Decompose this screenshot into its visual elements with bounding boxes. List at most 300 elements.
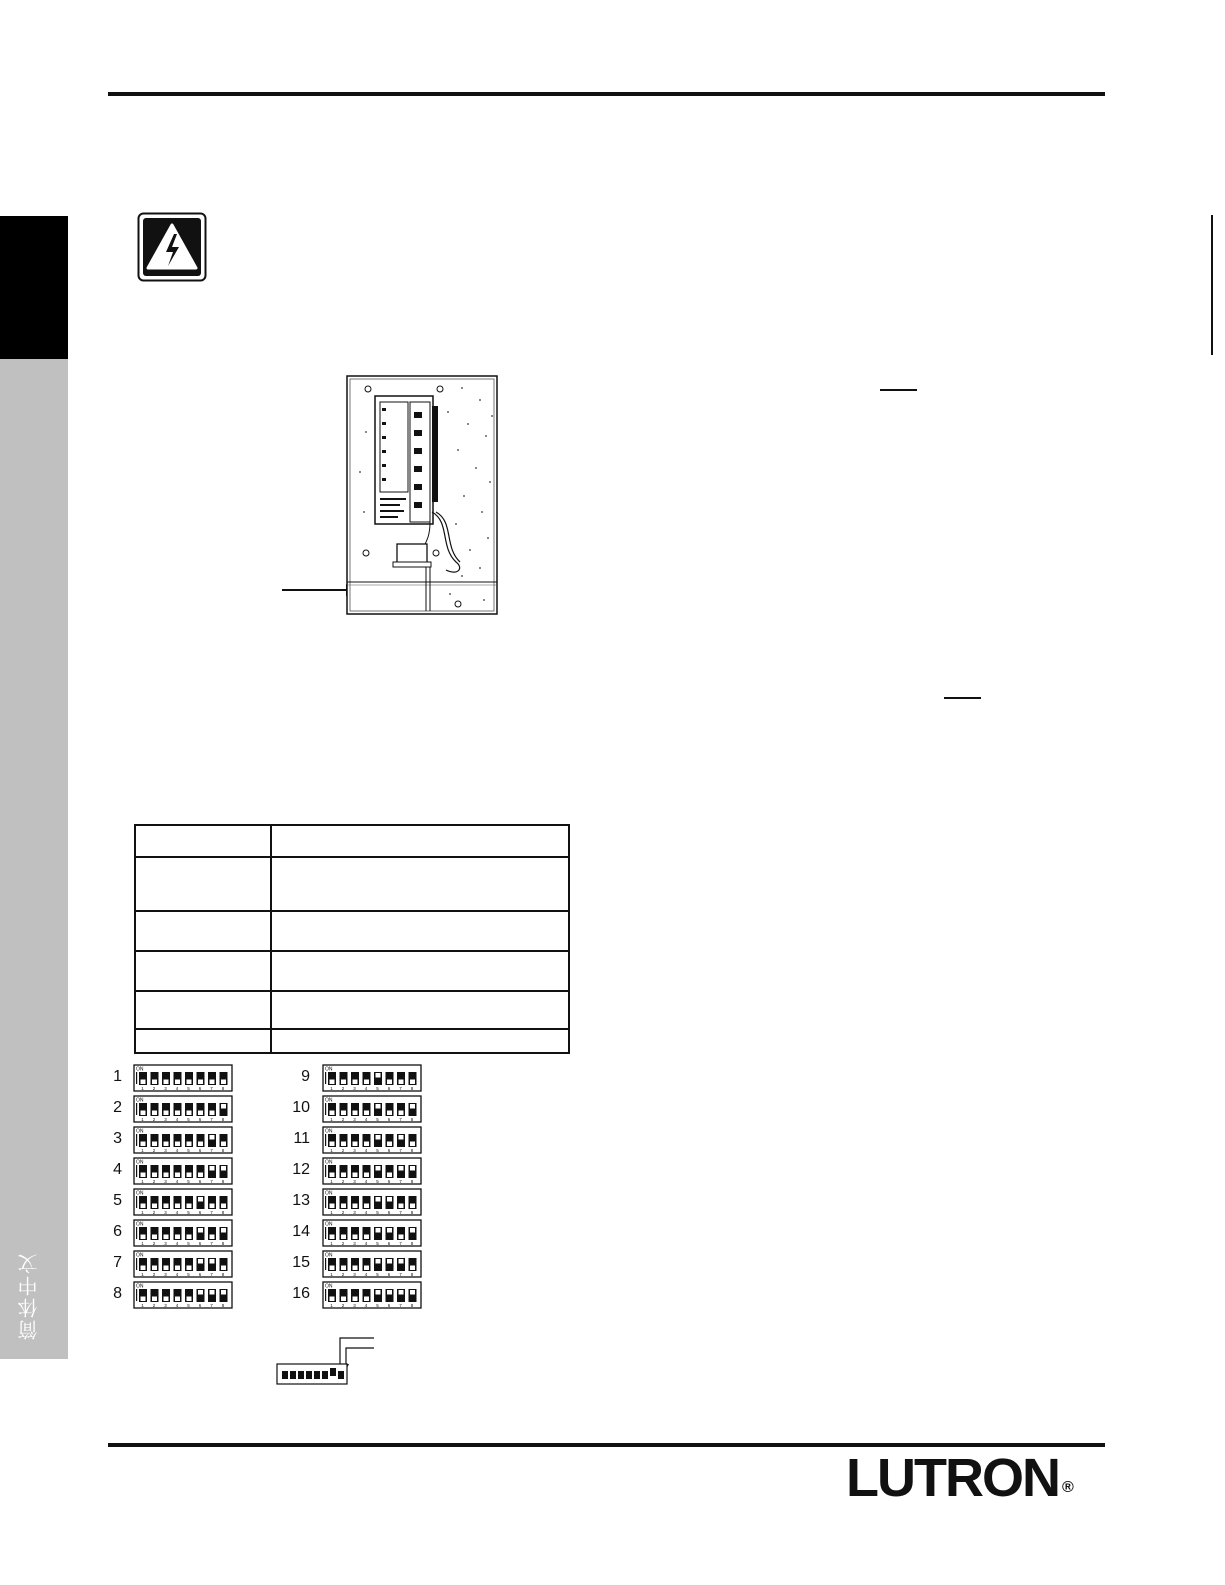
dip-on-label: ON <box>325 1190 333 1197</box>
dip-switch-number: 1 <box>330 1272 333 1277</box>
dip-switch-number: 2 <box>341 1272 345 1277</box>
dip-switch-number: 2 <box>341 1086 345 1091</box>
dip-switch-number: 3 <box>353 1179 356 1184</box>
dip-address-number: 6 <box>113 1223 122 1240</box>
dip-switch-number: 4 <box>364 1210 368 1215</box>
dip-switch-block <box>322 1188 422 1216</box>
dip-switch-off <box>210 1204 215 1209</box>
dip-switch-number: 4 <box>175 1148 179 1153</box>
dip-switch-on <box>387 1290 392 1295</box>
dip-address-number: 15 <box>292 1254 310 1271</box>
table-cell <box>135 991 271 1029</box>
dip-switch-number: 1 <box>141 1210 144 1215</box>
dip-switch-off <box>187 1266 192 1271</box>
dip-switch-number: 6 <box>387 1086 391 1091</box>
dip-switch-block <box>133 1250 233 1278</box>
dip-switch-off <box>330 1297 335 1302</box>
dip-switch-number: 5 <box>187 1148 190 1153</box>
dip-switch-number: 8 <box>221 1117 225 1122</box>
logo-wordmark: LUTRON <box>846 1448 1059 1508</box>
dip-switch-number: 1 <box>141 1179 144 1184</box>
dip-switch-on <box>376 1104 381 1109</box>
dip-switch-number: 3 <box>164 1148 167 1153</box>
dip-switch-number: 8 <box>221 1303 225 1308</box>
dip-on-label: ON <box>136 1097 144 1104</box>
dip-switch-block <box>133 1126 233 1154</box>
dip-switch-number: 7 <box>399 1241 402 1246</box>
dip-switch-off <box>341 1111 346 1116</box>
dip-switch-on <box>387 1259 392 1264</box>
dip-switch-block <box>133 1281 233 1309</box>
dip-switch-number: 7 <box>399 1210 402 1215</box>
dip-switch-off <box>175 1297 180 1302</box>
dip-switch-off <box>164 1297 169 1302</box>
dip-switch-on <box>198 1197 203 1202</box>
dip-switch-off <box>341 1142 346 1147</box>
dip-switch-off <box>164 1266 169 1271</box>
dip-switch-number: 6 <box>198 1117 202 1122</box>
dip-switch-number: 7 <box>399 1117 402 1122</box>
registered-mark: ® <box>1061 1479 1074 1496</box>
dip-switch-number: 2 <box>341 1117 345 1122</box>
dip-switch-off <box>399 1204 404 1209</box>
dip-switch-number: 7 <box>210 1272 213 1277</box>
dip-switch-off <box>387 1080 392 1085</box>
dip-switch-off <box>175 1080 180 1085</box>
dip-switch-off <box>152 1111 157 1116</box>
dip-switch-on <box>410 1166 415 1171</box>
dip-switch-off <box>330 1204 335 1209</box>
dip-switch-number: 1 <box>141 1241 144 1246</box>
dip-switch-off <box>152 1173 157 1178</box>
dip-switch-off <box>141 1297 146 1302</box>
table-cell <box>271 857 569 911</box>
table-cell <box>135 857 271 911</box>
dip-switch-off <box>387 1142 392 1147</box>
dip-switch-off <box>330 1173 335 1178</box>
table-cell <box>271 825 569 857</box>
dip-switch-number: 5 <box>187 1117 190 1122</box>
dip-switch-number: 7 <box>210 1117 213 1122</box>
dip-address-number: 16 <box>292 1285 310 1302</box>
dip-switch-off <box>353 1173 358 1178</box>
dip-switch-on <box>210 1166 215 1171</box>
dip-switch-number: 1 <box>330 1303 333 1308</box>
dip-switch-number: 1 <box>141 1148 144 1153</box>
dip-switch-off <box>141 1173 146 1178</box>
dip-switch-block <box>322 1126 422 1154</box>
dip-switch-number: 4 <box>364 1179 368 1184</box>
dip-switch-number: 8 <box>410 1303 414 1308</box>
dip-switch-number: 4 <box>175 1117 179 1122</box>
right-edge-mark <box>1211 215 1213 355</box>
dip-switch-number: 7 <box>210 1148 213 1153</box>
dip-address-number: 12 <box>292 1161 310 1178</box>
dip-switch-off <box>221 1080 226 1085</box>
dip-on-label: ON <box>325 1252 333 1259</box>
dip-switch-block <box>322 1250 422 1278</box>
dip-switch-off <box>175 1235 180 1240</box>
dip-switch-off <box>164 1142 169 1147</box>
dip-switch-number: 1 <box>141 1272 144 1277</box>
bottom-rule <box>108 1443 1105 1447</box>
dip-switch-off <box>187 1142 192 1147</box>
dip-switch-on <box>410 1104 415 1109</box>
dip-switch-off <box>175 1173 180 1178</box>
text-underline-2 <box>944 697 981 699</box>
dip-switch-number: 6 <box>387 1210 391 1215</box>
dip-switch-off <box>152 1080 157 1085</box>
dip-address-number: 9 <box>301 1068 310 1085</box>
table-cell <box>271 1029 569 1053</box>
table-row <box>135 1029 569 1053</box>
dip-switch-off <box>164 1235 169 1240</box>
dip-switch-number: 2 <box>341 1241 345 1246</box>
dip-switch-number: 4 <box>175 1303 179 1308</box>
side-tab-active <box>0 216 68 359</box>
dip-switch-number: 2 <box>341 1148 345 1153</box>
table-row <box>135 911 569 951</box>
dip-switch-on <box>387 1228 392 1233</box>
dip-switch-off <box>164 1111 169 1116</box>
dip-switch-number: 5 <box>376 1303 379 1308</box>
dip-switch-on <box>210 1259 215 1264</box>
dip-switch-number: 8 <box>410 1117 414 1122</box>
dip-address-number: 14 <box>292 1223 310 1240</box>
dip-switch-number: 8 <box>410 1148 414 1153</box>
dip-switch-address-settings <box>100 1064 440 1314</box>
dip-switch-number: 8 <box>221 1086 225 1091</box>
text-underline-1 <box>880 389 917 391</box>
dip-switch-number: 4 <box>175 1272 179 1277</box>
dip-switch-off <box>410 1080 415 1085</box>
table-cell <box>135 825 271 857</box>
dip-switch-number: 5 <box>376 1148 379 1153</box>
electrical-shock-warning-icon <box>137 212 207 282</box>
dip-switch-off <box>198 1142 203 1147</box>
dip-switch-number: 4 <box>364 1303 368 1308</box>
dip-on-label: ON <box>325 1159 333 1166</box>
dip-switch-number: 3 <box>164 1210 167 1215</box>
table-cell <box>271 951 569 991</box>
dip-switch-off <box>353 1142 358 1147</box>
dip-switch-off <box>364 1235 369 1240</box>
top-rule <box>108 92 1105 96</box>
dip-on-label: ON <box>136 1159 144 1166</box>
dip-switch-number: 7 <box>210 1179 213 1184</box>
dip-switch-off <box>364 1142 369 1147</box>
dip-switch-number: 8 <box>410 1210 414 1215</box>
dip-switch-off <box>175 1142 180 1147</box>
dip-switch-block <box>133 1188 233 1216</box>
enclosure-diagram <box>280 372 502 618</box>
table-row <box>135 951 569 991</box>
dip-switch-off <box>221 1266 226 1271</box>
lutron-logo <box>846 1448 1106 1508</box>
dip-switch-on <box>399 1135 404 1140</box>
dip-switch-number: 3 <box>164 1086 167 1091</box>
dip-switch-number: 5 <box>376 1272 379 1277</box>
dip-switch-on <box>410 1228 415 1233</box>
dip-address-number: 5 <box>113 1192 122 1209</box>
dip-switch-number: 2 <box>152 1179 156 1184</box>
dip-switch-number: 8 <box>221 1241 225 1246</box>
dip-switch-number: 3 <box>353 1117 356 1122</box>
dip-switch-number: 6 <box>198 1148 202 1153</box>
dip-switch-on <box>210 1290 215 1295</box>
dip-switch-on <box>410 1290 415 1295</box>
dip-switch-block <box>133 1157 233 1185</box>
table-row <box>135 857 569 911</box>
dip-switch-off <box>164 1204 169 1209</box>
dip-switch-off <box>353 1266 358 1271</box>
dip-switch-off <box>410 1204 415 1209</box>
dip-switch-off <box>141 1111 146 1116</box>
dip-switch-block <box>322 1219 422 1247</box>
dip-switch-number: 1 <box>330 1086 333 1091</box>
dip-switch-off <box>364 1297 369 1302</box>
dip-switch-number: 4 <box>364 1272 368 1277</box>
dip-switch-off <box>330 1142 335 1147</box>
dip-switch-number: 8 <box>221 1272 225 1277</box>
dip-switch-off <box>364 1266 369 1271</box>
dip-on-label: ON <box>325 1097 333 1104</box>
dip-switch-number: 6 <box>198 1303 202 1308</box>
dip-switch-number: 7 <box>399 1303 402 1308</box>
dip-switch-block <box>322 1095 422 1123</box>
dip-switch-on <box>198 1228 203 1233</box>
dip-switch-off <box>387 1111 392 1116</box>
dip-switch-on <box>376 1290 381 1295</box>
dip-switch-off <box>221 1204 226 1209</box>
dip-switch-off <box>141 1080 146 1085</box>
dip-on-label: ON <box>136 1221 144 1228</box>
dip-on-label: ON <box>325 1128 333 1135</box>
dip-switch-number: 2 <box>152 1117 156 1122</box>
dip-switch-off <box>210 1080 215 1085</box>
dip-switch-off <box>164 1173 169 1178</box>
dip-switch-off <box>187 1173 192 1178</box>
dip-switch-number: 3 <box>164 1241 167 1246</box>
dip-switch-on <box>399 1166 404 1171</box>
dip-switch-on <box>210 1135 215 1140</box>
dip-switch-on <box>376 1135 381 1140</box>
dip-switch-number: 2 <box>152 1148 156 1153</box>
dip-switch-number: 7 <box>399 1179 402 1184</box>
dip-address-number: 13 <box>292 1192 310 1209</box>
dip-switch-number: 1 <box>141 1303 144 1308</box>
dip-switch-number: 2 <box>152 1086 156 1091</box>
dip-address-number: 3 <box>113 1130 122 1147</box>
dip-switch-on <box>399 1290 404 1295</box>
dip-switch-on <box>221 1228 226 1233</box>
dip-switch-number: 6 <box>387 1303 391 1308</box>
dip-switch-off <box>410 1142 415 1147</box>
dip-switch-number: 2 <box>152 1303 156 1308</box>
dip-switch-off <box>175 1111 180 1116</box>
table-cell <box>135 1029 271 1053</box>
dip-switch-example-diagram <box>276 1334 376 1386</box>
dip-switch-off <box>210 1235 215 1240</box>
dip-switch-number: 5 <box>187 1086 190 1091</box>
dip-switch-block <box>133 1064 233 1092</box>
dip-on-label: ON <box>325 1283 333 1290</box>
dip-on-label: ON <box>136 1066 144 1073</box>
dip-switch-number: 8 <box>410 1179 414 1184</box>
dip-switch-number: 5 <box>187 1272 190 1277</box>
dip-switch-number: 4 <box>175 1241 179 1246</box>
dip-switch-block <box>133 1219 233 1247</box>
dip-switch-number: 6 <box>198 1179 202 1184</box>
dip-address-number: 7 <box>113 1254 122 1271</box>
dip-switch-number: 4 <box>364 1241 368 1246</box>
dip-switch-off <box>353 1080 358 1085</box>
dip-on-label: ON <box>325 1066 333 1073</box>
dip-switch-off <box>410 1266 415 1271</box>
dip-switch-on <box>399 1259 404 1264</box>
dip-switch-number: 4 <box>175 1179 179 1184</box>
dip-switch-on <box>198 1259 203 1264</box>
dip-switch-number: 8 <box>221 1148 225 1153</box>
dip-switch-off <box>187 1080 192 1085</box>
dip-switch-number: 7 <box>399 1148 402 1153</box>
dip-switch-number: 3 <box>353 1241 356 1246</box>
dip-switch-on <box>387 1197 392 1202</box>
dip-switch-off <box>141 1266 146 1271</box>
dip-switch-off <box>187 1235 192 1240</box>
dip-switch-number: 7 <box>399 1086 402 1091</box>
dip-switch-number: 8 <box>410 1086 414 1091</box>
dip-switch-number: 6 <box>387 1117 391 1122</box>
dip-switch-number: 1 <box>330 1210 333 1215</box>
dip-on-label: ON <box>136 1128 144 1135</box>
dip-switch-off <box>330 1080 335 1085</box>
dip-switch-off <box>341 1266 346 1271</box>
dip-switch-number: 4 <box>364 1086 368 1091</box>
dip-switch-off <box>353 1111 358 1116</box>
dip-switch-number: 6 <box>387 1241 391 1246</box>
dip-switch-on <box>376 1073 381 1078</box>
dip-switch-number: 6 <box>198 1210 202 1215</box>
table-row <box>135 825 569 857</box>
dip-switch-off <box>399 1080 404 1085</box>
dip-switch-number: 1 <box>330 1148 333 1153</box>
dip-switch-number: 3 <box>353 1148 356 1153</box>
dip-on-label: ON <box>136 1190 144 1197</box>
dip-switch-on <box>376 1166 381 1171</box>
dip-switch-number: 3 <box>353 1086 356 1091</box>
dip-switch-off <box>341 1204 346 1209</box>
dip-switch-number: 3 <box>353 1303 356 1308</box>
dip-switch-on <box>221 1104 226 1109</box>
dip-address-number: 1 <box>113 1068 122 1085</box>
dip-switch-number: 4 <box>175 1086 179 1091</box>
dip-switch-number: 6 <box>198 1241 202 1246</box>
dip-switch-number: 8 <box>410 1272 414 1277</box>
dip-switch-number: 5 <box>376 1179 379 1184</box>
table-cell <box>271 911 569 951</box>
dip-switch-off <box>141 1235 146 1240</box>
dip-switch-off <box>152 1297 157 1302</box>
side-tab-language-label[interactable]: 简体中文 <box>17 1252 41 1340</box>
dip-switch-number: 7 <box>210 1210 213 1215</box>
dip-switch-number: 3 <box>353 1272 356 1277</box>
dip-switch-number: 2 <box>152 1272 156 1277</box>
dip-switch-off <box>221 1142 226 1147</box>
dip-switch-number: 6 <box>198 1086 202 1091</box>
dip-switch-off <box>330 1111 335 1116</box>
dip-switch-number: 2 <box>152 1210 156 1215</box>
dip-switch-off <box>353 1297 358 1302</box>
dip-switch-number: 3 <box>164 1117 167 1122</box>
side-tab-language[interactable] <box>0 359 68 1359</box>
dip-switch-number: 5 <box>187 1179 190 1184</box>
dip-switch-off <box>187 1204 192 1209</box>
dip-switch-number: 8 <box>221 1179 225 1184</box>
dip-switch-block <box>322 1157 422 1185</box>
dip-switch-number: 2 <box>341 1179 345 1184</box>
dip-switch-off <box>341 1297 346 1302</box>
dip-switch-number: 8 <box>221 1210 225 1215</box>
dip-switch-number: 6 <box>387 1148 391 1153</box>
table-cell <box>135 911 271 951</box>
dip-address-number: 4 <box>113 1161 122 1178</box>
dip-switch-number: 1 <box>330 1179 333 1184</box>
dip-switch-off <box>164 1080 169 1085</box>
dip-switch-number: 4 <box>364 1148 368 1153</box>
dip-switch-off <box>187 1111 192 1116</box>
dip-switch-on <box>376 1259 381 1264</box>
dip-switch-off <box>152 1235 157 1240</box>
dip-switch-number: 6 <box>387 1179 391 1184</box>
dip-switch-off <box>341 1173 346 1178</box>
dip-switch-number: 7 <box>210 1303 213 1308</box>
table-row <box>135 991 569 1029</box>
table-cell <box>135 951 271 991</box>
dip-switch-number: 6 <box>198 1272 202 1277</box>
table-cell <box>271 991 569 1029</box>
dip-switch-number: 2 <box>152 1241 156 1246</box>
dip-switch-number: 8 <box>410 1241 414 1246</box>
dip-switch-off <box>152 1204 157 1209</box>
dip-switch-off <box>175 1204 180 1209</box>
dip-switch-number: 5 <box>187 1303 190 1308</box>
dip-switch-off <box>141 1142 146 1147</box>
address-table <box>134 824 570 1054</box>
dip-address-number: 8 <box>113 1285 122 1302</box>
dip-switch-number: 1 <box>141 1117 144 1122</box>
dip-switch-number: 3 <box>353 1210 356 1215</box>
dip-address-number: 2 <box>113 1099 122 1116</box>
dip-switch-number: 7 <box>210 1086 213 1091</box>
dip-switch-off <box>198 1080 203 1085</box>
dip-switch-off <box>364 1080 369 1085</box>
dip-on-label: ON <box>136 1283 144 1290</box>
dip-switch-off <box>175 1266 180 1271</box>
dip-address-number: 10 <box>292 1099 310 1116</box>
dip-switch-number: 1 <box>141 1086 144 1091</box>
dip-switch-off <box>341 1080 346 1085</box>
dip-switch-off <box>387 1173 392 1178</box>
dip-on-label: ON <box>325 1221 333 1228</box>
dip-switch-off <box>187 1297 192 1302</box>
dip-switch-number: 3 <box>164 1179 167 1184</box>
dip-switch-off <box>152 1266 157 1271</box>
dip-switch-on <box>376 1228 381 1233</box>
dip-switch-off <box>399 1111 404 1116</box>
dip-switch-number: 3 <box>164 1303 167 1308</box>
dip-switch-off <box>353 1235 358 1240</box>
